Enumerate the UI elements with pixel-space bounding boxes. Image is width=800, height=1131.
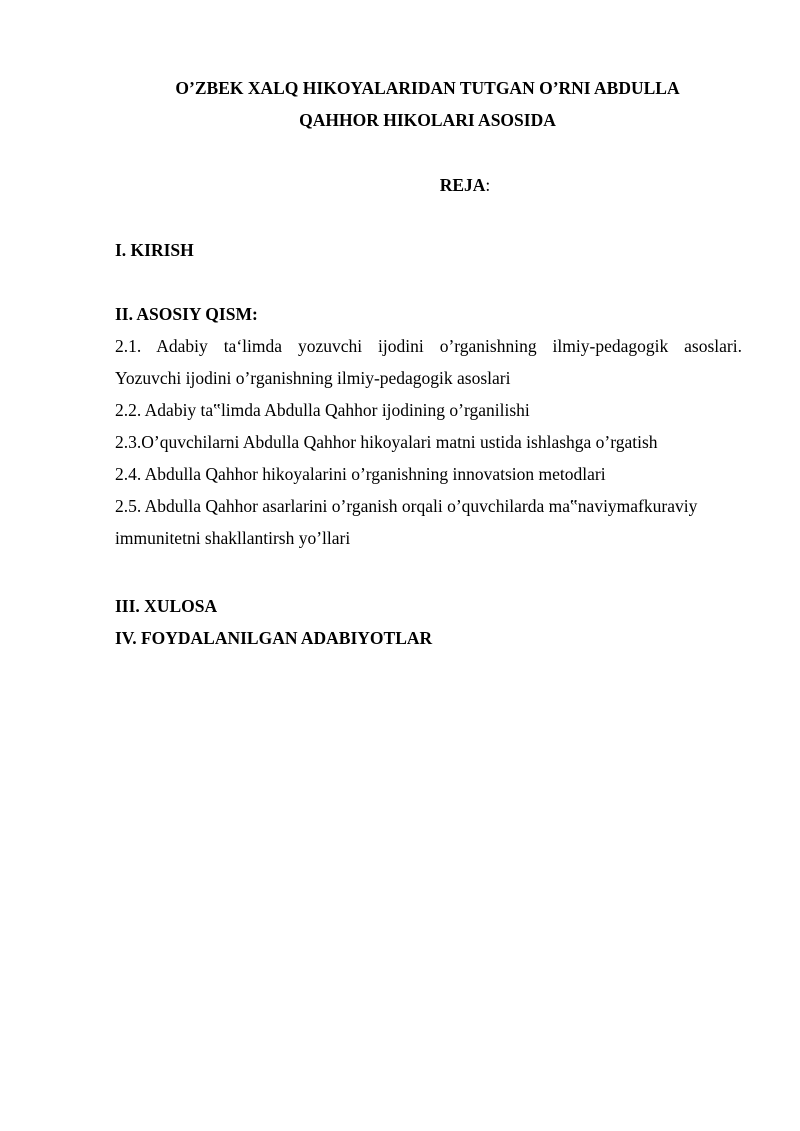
item-2-1-line-2: Yozuvchi ijodini o’rganishning ilmiy-pedagogik asoslari — [115, 368, 511, 388]
item-2-5-line-1: 2.5. Abdulla Qahhor asarlarini o’rganish orqali o’quvchilarda ma‟naviymafkuraviy — [115, 496, 698, 516]
section-main: II. ASOSIY QISM: — [115, 304, 258, 324]
document-title-line-1: O’ZBEK XALQ HIKOYALARIDAN TUTGAN O’RNI ABDULLA — [175, 78, 680, 98]
item-2-2: 2.2. Adabiy ta‟limda Abdulla Qahhor ijodining o’rganilishi — [115, 400, 530, 420]
item-2-5-line-2: immunitetni shakllantirsh yo’llari — [115, 528, 351, 548]
item-2-1-line-1: 2.1. Adabiy ta‘limda yozuvchi ijodini o’rganishning ilmiy-pedagogik asoslari. — [115, 336, 742, 356]
plan-colon: : — [485, 175, 491, 195]
plan-label: REJA — [439, 175, 486, 195]
plan-heading — [115, 169, 740, 201]
section-intro: I. KIRISH — [115, 240, 194, 260]
section-conclusion: III. XULOSA — [115, 596, 218, 616]
item-2-3: 2.3.O’quvchilarni Abdulla Qahhor hikoyalari matni ustida ishlashga o’rgatish — [115, 432, 658, 452]
document-title-line-2: QAHHOR HIKOLARI ASOSIDA — [299, 110, 556, 130]
section-references: IV. FOYDALANILGAN ADABIYOTLAR — [115, 628, 433, 648]
item-2-4: 2.4. Abdulla Qahhor hikoyalarini o’rganishning innovatsion metodlari — [115, 464, 606, 484]
